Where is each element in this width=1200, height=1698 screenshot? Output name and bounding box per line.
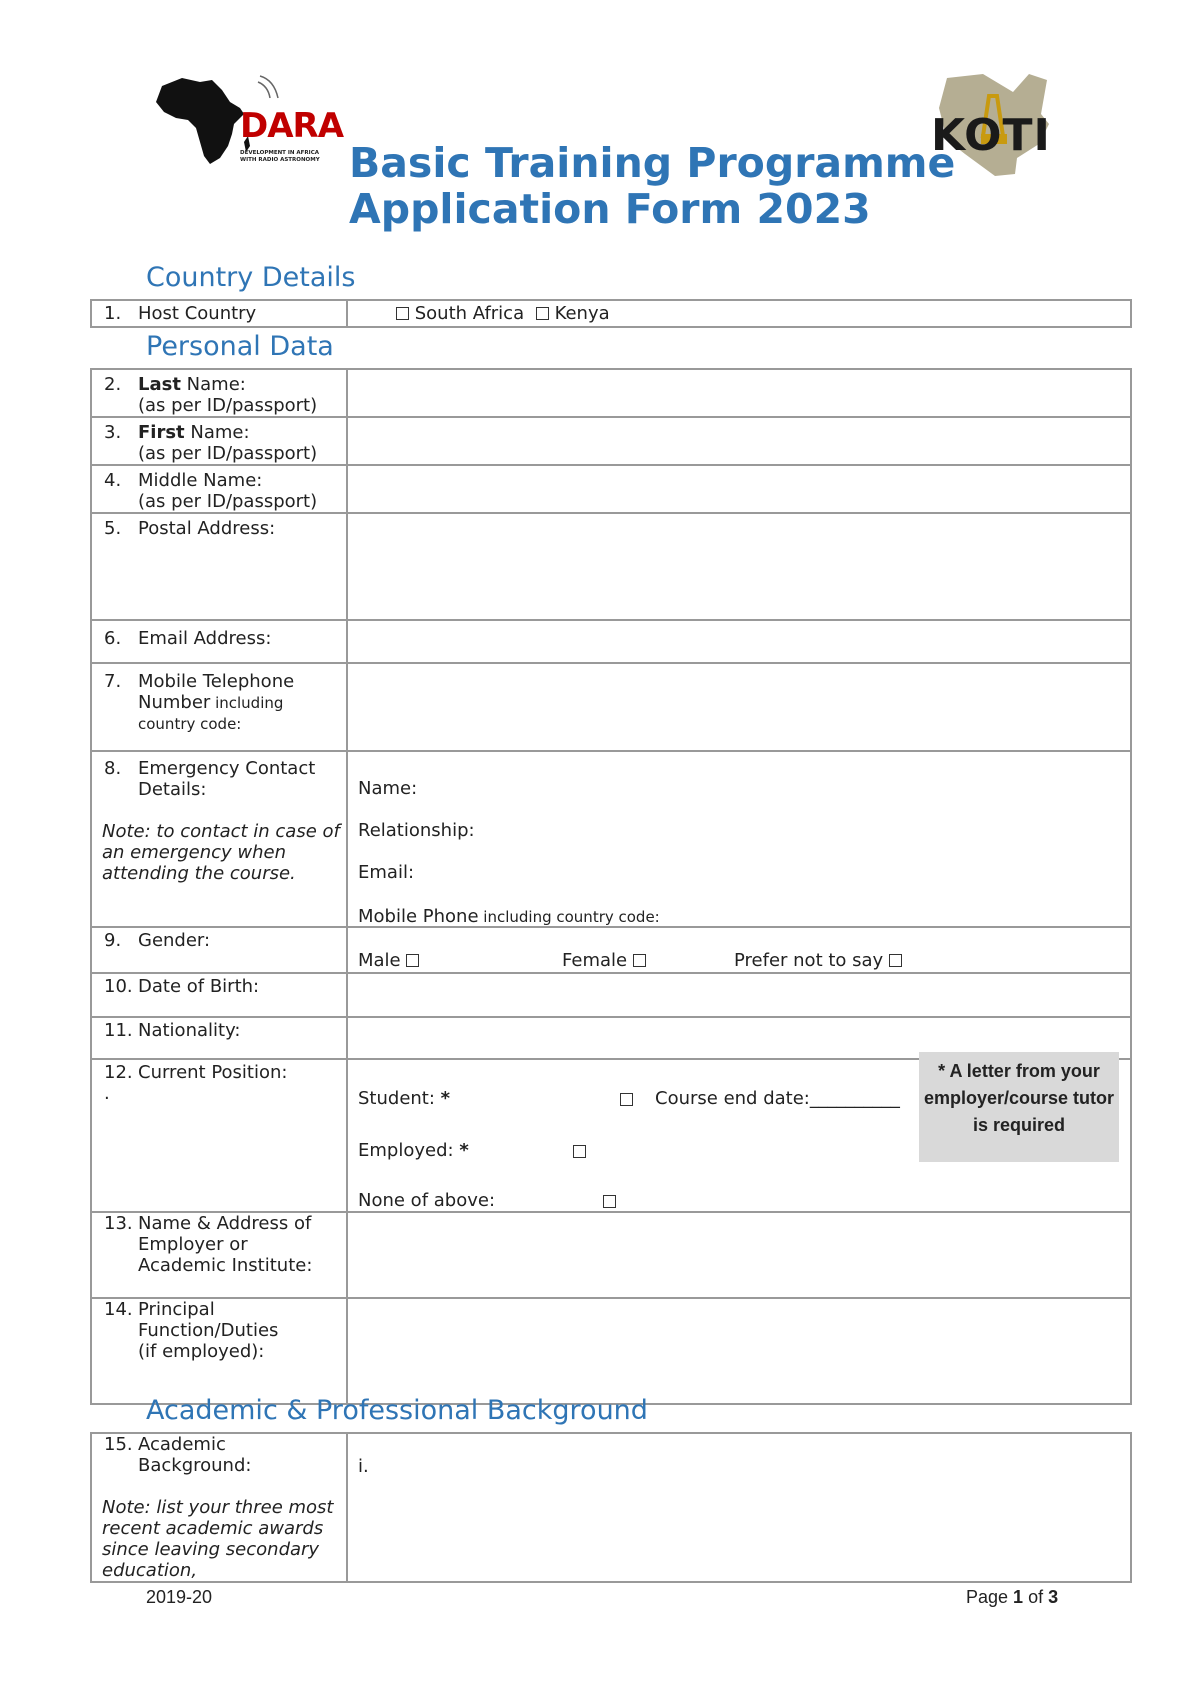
title-line-2: Application Form 2023 xyxy=(349,185,871,233)
male-label: Male xyxy=(358,950,401,971)
student-checkbox[interactable] xyxy=(620,1093,633,1106)
academic-background-field[interactable] xyxy=(347,1433,1131,1582)
q13-label-line3: Academic Institute: xyxy=(138,1255,313,1276)
row-middle-name xyxy=(91,465,1131,513)
letter-required-note: * A letter from your employer/course tutor is required xyxy=(919,1052,1119,1162)
q4-sublabel: (as per ID/passport) xyxy=(138,491,318,512)
section-personal-data: Personal Data xyxy=(146,331,334,362)
q14-label-line2: Function/Duties xyxy=(138,1320,279,1341)
q14-label: Principal xyxy=(138,1299,215,1320)
female-label: Female xyxy=(562,950,628,971)
q6-label: Email Address: xyxy=(138,628,272,649)
kenya-checkbox[interactable] xyxy=(536,307,549,320)
q2-label-bold: Last xyxy=(138,374,181,395)
none-label: None of above: xyxy=(358,1190,496,1211)
female-checkbox[interactable] xyxy=(633,954,646,967)
south-africa-checkbox[interactable] xyxy=(396,307,409,320)
page-current: 1 xyxy=(1013,1587,1024,1607)
q12-label: Current Position: xyxy=(138,1062,288,1083)
page-of: of xyxy=(1023,1587,1049,1607)
q13-label-line2: Employer or xyxy=(138,1234,248,1255)
prefer-not-checkbox[interactable] xyxy=(889,954,902,967)
koti-logo-text: KOTI xyxy=(931,110,1051,161)
row-host-country xyxy=(91,300,1131,327)
duties-field[interactable] xyxy=(347,1298,1131,1404)
row-dob xyxy=(91,973,1131,1017)
country-table xyxy=(90,299,1132,328)
q7-label-line2: Number xyxy=(138,692,211,713)
emergency-contact-field[interactable] xyxy=(347,751,1131,927)
q15-label-line2: Background: xyxy=(138,1455,252,1476)
q9-label: Gender: xyxy=(138,930,211,951)
dob-field[interactable] xyxy=(347,973,1131,1017)
q7-label-small: including xyxy=(210,694,284,712)
first-name-field[interactable] xyxy=(347,417,1131,465)
employed-checkbox[interactable] xyxy=(573,1145,586,1158)
q15-number: 15. xyxy=(104,1434,133,1455)
q3-sublabel: (as per ID/passport) xyxy=(138,443,318,464)
q10-number: 10. xyxy=(104,976,133,997)
q8-label-line2: Details: xyxy=(138,779,207,800)
q7-label: Mobile Telephone xyxy=(138,671,295,692)
q12-dot: . xyxy=(104,1083,110,1104)
footer-year: 2019-20 xyxy=(146,1587,213,1607)
page-prefix: Page xyxy=(966,1587,1014,1607)
dara-logo xyxy=(148,72,344,172)
row-mobile xyxy=(91,663,1131,751)
none-checkbox[interactable] xyxy=(603,1195,616,1208)
middle-name-field[interactable] xyxy=(347,465,1131,513)
q2-number: 2. xyxy=(104,374,122,395)
academic-note: Note: list your three most recent academic awards since leaving secondary education, xyxy=(102,1497,334,1581)
q14-label-line3: (if employed): xyxy=(138,1341,265,1362)
last-name-field[interactable] xyxy=(347,369,1131,417)
q3-label-bold: First xyxy=(138,422,185,443)
title-line-1: Basic Training Programme xyxy=(349,139,956,187)
row-emergency-contact xyxy=(91,751,1131,927)
emergency-name-label: Name: xyxy=(358,778,418,799)
employed-label: Employed: xyxy=(358,1140,454,1161)
q1-label: Host Country xyxy=(138,303,257,324)
academic-table xyxy=(90,1432,1132,1583)
q8-label: Emergency Contact xyxy=(138,758,316,779)
q14-number: 14. xyxy=(104,1299,133,1320)
q2-sublabel: (as per ID/passport) xyxy=(138,395,318,416)
q5-number: 5. xyxy=(104,518,122,539)
prefer-not-label: Prefer not to say xyxy=(734,950,884,971)
row-academic-background xyxy=(91,1433,1131,1582)
row-employer xyxy=(91,1212,1131,1298)
email-field[interactable] xyxy=(347,620,1131,663)
male-checkbox[interactable] xyxy=(406,954,419,967)
q11-number: 11. xyxy=(104,1020,133,1041)
kenya-label: Kenya xyxy=(554,303,610,324)
emergency-note: Note: to contact in case of an emergency when attending the course. xyxy=(102,821,340,884)
row-email xyxy=(91,620,1131,663)
q1-number: 1. xyxy=(104,303,122,324)
south-africa-label: South Africa xyxy=(414,303,525,324)
emergency-email-label: Email: xyxy=(358,862,415,883)
q7-number: 7. xyxy=(104,671,122,692)
course-end-date-field[interactable]: __________ xyxy=(809,1088,900,1109)
mobile-field[interactable] xyxy=(347,663,1131,751)
q3-label: Name: xyxy=(184,422,250,443)
section-academic-background: Academic & Professional Background xyxy=(146,1395,648,1426)
dara-logo-subtitle: DEVELOPMENT IN AFRICA WITH RADIO ASTRONOMY xyxy=(240,150,320,163)
student-label: Student: xyxy=(358,1088,435,1109)
q12-number: 12. xyxy=(104,1062,133,1083)
row-last-name xyxy=(91,369,1131,417)
postal-address-field[interactable] xyxy=(347,513,1131,620)
emergency-mobile-small: including country code: xyxy=(478,908,660,926)
row-postal-address xyxy=(91,513,1131,620)
q11-label: Nationality: xyxy=(138,1020,241,1041)
emergency-relationship-label: Relationship: xyxy=(358,820,475,841)
employed-star: * xyxy=(459,1140,469,1161)
q5-label: Postal Address: xyxy=(138,518,276,539)
q8-number: 8. xyxy=(104,758,122,779)
personal-table xyxy=(90,368,1132,1405)
page-number xyxy=(966,1587,1058,1608)
q13-label: Name & Address of xyxy=(138,1213,312,1234)
employer-field[interactable] xyxy=(347,1212,1131,1298)
dara-logo-text: DARA xyxy=(240,106,344,146)
q13-number: 13. xyxy=(104,1213,133,1234)
form-title xyxy=(349,140,955,232)
q4-number: 4. xyxy=(104,470,122,491)
q9-number: 9. xyxy=(104,930,122,951)
q15-label: Academic xyxy=(138,1434,226,1455)
row-first-name xyxy=(91,417,1131,465)
row-gender xyxy=(91,927,1131,973)
course-end-label: Course end date: xyxy=(655,1088,810,1109)
academic-item-1: i. xyxy=(358,1456,369,1477)
q4-label: Middle Name: xyxy=(138,470,263,491)
emergency-mobile-label: Mobile Phone xyxy=(358,906,479,927)
student-star: * xyxy=(440,1088,451,1109)
page-total: 3 xyxy=(1048,1587,1059,1607)
section-country-details: Country Details xyxy=(146,262,356,293)
q3-number: 3. xyxy=(104,422,122,443)
q2-label: Name: xyxy=(180,374,246,395)
row-duties xyxy=(91,1298,1131,1404)
q6-number: 6. xyxy=(104,628,122,649)
q10-label: Date of Birth: xyxy=(138,976,260,997)
q7-label-line3: country code: xyxy=(138,715,242,733)
